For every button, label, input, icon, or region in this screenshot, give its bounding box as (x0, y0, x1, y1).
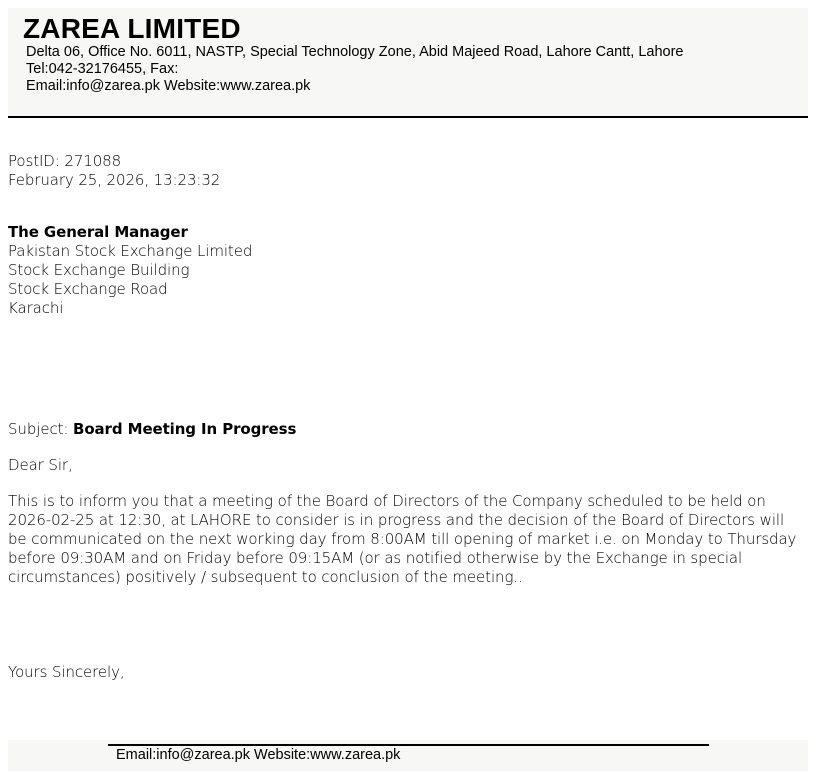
post-id: PostID: 271088 (8, 152, 122, 170)
recipient-line: Pakistan Stock Exchange Limited (8, 242, 253, 260)
subject-label: Subject: (8, 420, 69, 438)
header-divider (8, 116, 808, 118)
subject-text: Board Meeting In Progress (73, 420, 297, 438)
recipient-line: Stock Exchange Road (8, 280, 168, 298)
subject-line (8, 420, 296, 439)
company-email-website: Email:info@zarea.pk Website:www.zarea.pk (26, 78, 311, 94)
recipient-line: Stock Exchange Building (8, 261, 190, 279)
letterhead (8, 8, 808, 116)
recipient-title: The General Manager (8, 223, 188, 241)
letter-footer (8, 740, 808, 771)
closing: Yours Sincerely, (8, 663, 125, 681)
post-datetime: February 25, 2026, 13:23:32 (8, 171, 221, 189)
letter-body: This is to inform you that a meeting of the Board of Directors of the Company scheduled to be held on 2026-02-25 at 12:30, at LAHORE to consider is in progress and the decision of the Board of Directors will be communicated on the next working day from 8:00AM till opening of market i.e. on Monday to Thursday before 09:30AM and on Friday before 09:15AM (or as notified otherwise by the Exchange in special circumstances) positively / subsequent to conclusion of the meeting.. (8, 492, 797, 586)
footer-divider (108, 744, 709, 746)
greeting: Dear Sir, (8, 456, 73, 474)
footer-email-website: Email:info@zarea.pk Website:www.zarea.pk (116, 747, 401, 763)
recipient-line: Karachi (8, 299, 64, 317)
company-address: Delta 06, Office No. 6011, NASTP, Special Technology Zone, Abid Majeed Road, Lahore Cantt, Lahore (26, 44, 684, 60)
company-name: ZAREA LIMITED (23, 13, 241, 44)
company-phone-fax: Tel:042-32176455, Fax: (26, 61, 179, 77)
